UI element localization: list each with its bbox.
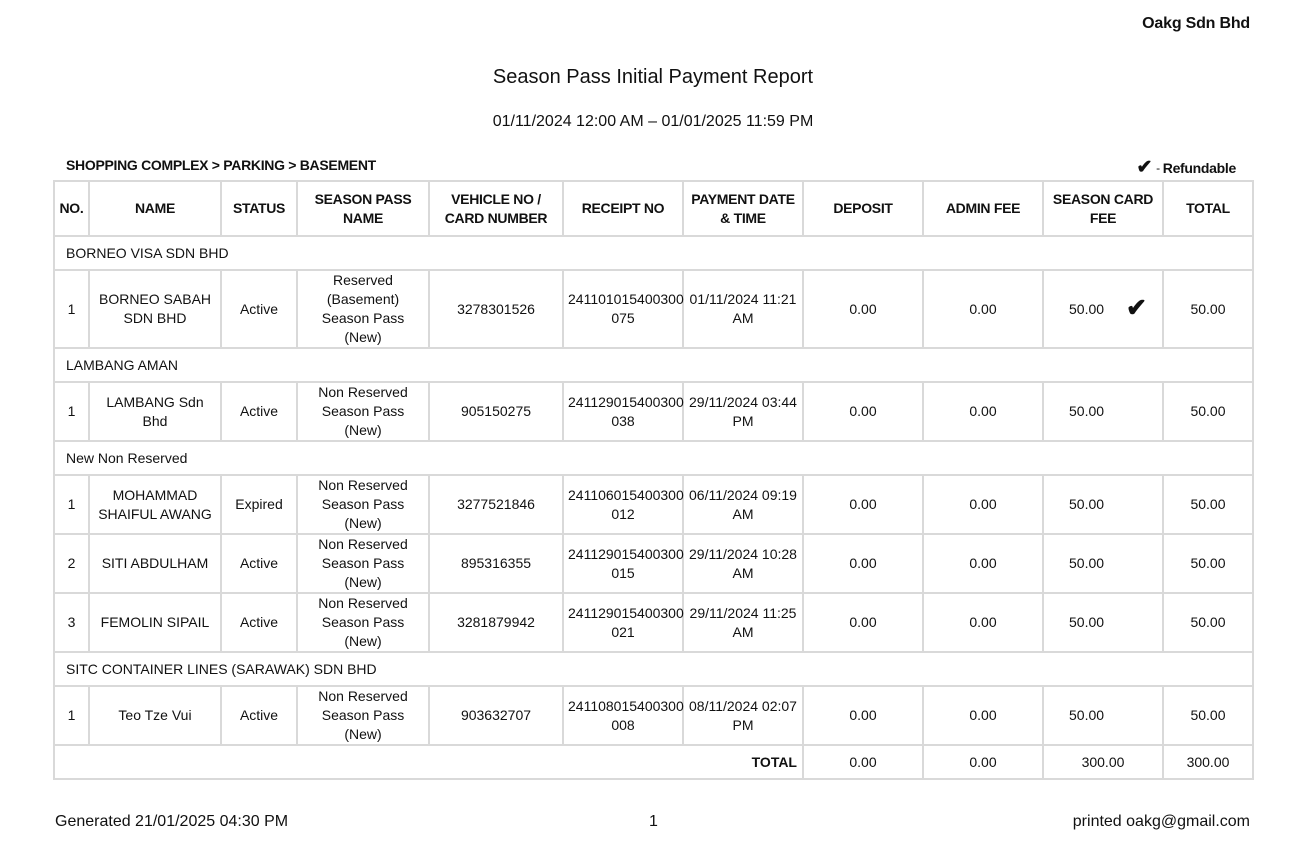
cell-season-card-fee xyxy=(1043,534,1163,593)
cell-name: MOHAMMAD SHAIFUL AWANG xyxy=(89,475,221,534)
table-header-row xyxy=(54,181,1253,236)
cell-status: Active xyxy=(221,382,297,441)
col-header-payment-datetime: PAYMENT DATE & TIME xyxy=(683,181,803,236)
table-row xyxy=(54,475,1253,534)
cell-name: LAMBANG Sdn Bhd xyxy=(89,382,221,441)
cell-name: BORNEO SABAH SDN BHD xyxy=(89,270,221,348)
cell-vehicle-no: 905150275 xyxy=(429,382,563,441)
cell-season-pass-name: Non Reserved Season Pass (New) xyxy=(297,686,429,745)
cell-vehicle-no: 3277521846 xyxy=(429,475,563,534)
cell-name: FEMOLIN SIPAIL xyxy=(89,593,221,652)
total-admin-fee: 0.00 xyxy=(923,745,1043,779)
location-breadcrumb: SHOPPING COMPLEX > PARKING > BASEMENT xyxy=(66,157,376,173)
cell-payment-datetime: 29/11/2024 11:25 AM xyxy=(683,593,803,652)
cell-status: Active xyxy=(221,593,297,652)
printed-by: printed oakg@gmail.com xyxy=(1072,813,1250,830)
cell-season-pass-name: Non Reserved Season Pass (New) xyxy=(297,593,429,652)
cell-payment-datetime: 29/11/2024 03:44 PM xyxy=(683,382,803,441)
company-name: Oakg Sdn Bhd xyxy=(1142,15,1250,32)
cell-total: 50.00 xyxy=(1163,270,1253,348)
col-header-name: NAME xyxy=(89,181,221,236)
col-header-status: STATUS xyxy=(221,181,297,236)
col-header-deposit: DEPOSIT xyxy=(803,181,923,236)
group-name: LAMBANG AMAN xyxy=(54,348,1253,382)
season-card-fee-value: 50.00 xyxy=(1069,496,1105,512)
cell-status: Active xyxy=(221,686,297,745)
cell-no: 1 xyxy=(54,686,89,745)
group-header-row xyxy=(54,348,1253,382)
col-header-no: NO. xyxy=(54,181,89,236)
cell-season-card-fee xyxy=(1043,270,1163,348)
report-title: Season Pass Initial Payment Report xyxy=(492,66,814,88)
cell-no: 1 xyxy=(54,475,89,534)
group-header-row xyxy=(54,441,1253,475)
table-row xyxy=(54,270,1253,348)
cell-receipt-no: 241101015400300 075 xyxy=(563,270,683,348)
cell-no: 1 xyxy=(54,270,89,348)
totals-row xyxy=(54,745,1253,779)
cell-season-pass-name: Non Reserved Season Pass (New) xyxy=(297,475,429,534)
cell-admin-fee: 0.00 xyxy=(923,270,1043,348)
cell-deposit: 0.00 xyxy=(803,270,923,348)
cell-payment-datetime: 29/11/2024 10:28 AM xyxy=(683,534,803,593)
check-icon: ✔ xyxy=(1136,157,1153,178)
cell-admin-fee: 0.00 xyxy=(923,686,1043,745)
group-header-row xyxy=(54,236,1253,270)
col-header-vehicle-no: VEHICLE NO / CARD NUMBER xyxy=(429,181,563,236)
table-row xyxy=(54,382,1253,441)
cell-season-pass-name: Non Reserved Season Pass (New) xyxy=(297,534,429,593)
cell-total: 50.00 xyxy=(1163,534,1253,593)
cell-payment-datetime: 08/11/2024 02:07 PM xyxy=(683,686,803,745)
season-card-fee-value: 50.00 xyxy=(1069,555,1105,571)
cell-status: Expired xyxy=(221,475,297,534)
total-season-card-fee: 300.00 xyxy=(1043,745,1163,779)
table-row xyxy=(54,686,1253,745)
col-header-receipt-no: RECEIPT NO xyxy=(563,181,683,236)
cell-season-card-fee xyxy=(1043,475,1163,534)
cell-vehicle-no: 3278301526 xyxy=(429,270,563,348)
check-icon: ✔ xyxy=(1126,294,1147,323)
cell-deposit: 0.00 xyxy=(803,534,923,593)
col-header-admin-fee: ADMIN FEE xyxy=(923,181,1043,236)
totals-label: TOTAL xyxy=(54,745,803,779)
generated-timestamp: Generated 21/01/2025 04:30 PM xyxy=(55,813,289,830)
cell-admin-fee: 0.00 xyxy=(923,382,1043,441)
cell-vehicle-no: 3281879942 xyxy=(429,593,563,652)
cell-vehicle-no: 895316355 xyxy=(429,534,563,593)
cell-no: 2 xyxy=(54,534,89,593)
cell-receipt-no: 241129015400300 015 xyxy=(563,534,683,593)
season-card-fee-value: 50.00 xyxy=(1069,403,1105,419)
cell-deposit: 0.00 xyxy=(803,593,923,652)
page-number: 1 xyxy=(649,813,658,830)
cell-total: 50.00 xyxy=(1163,686,1253,745)
cell-season-card-fee xyxy=(1043,382,1163,441)
group-header-row xyxy=(54,652,1253,686)
cell-name: Teo Tze Vui xyxy=(89,686,221,745)
cell-season-pass-name: Reserved (Basement) Season Pass (New) xyxy=(297,270,429,348)
cell-admin-fee: 0.00 xyxy=(923,593,1043,652)
season-card-fee-value: 50.00 xyxy=(1069,300,1105,317)
cell-receipt-no: 241129015400300 021 xyxy=(563,593,683,652)
grand-total: 300.00 xyxy=(1163,745,1253,779)
cell-total: 50.00 xyxy=(1163,382,1253,441)
col-header-season-card-fee: SEASON CARD FEE xyxy=(1043,181,1163,236)
col-header-total: TOTAL xyxy=(1163,181,1253,236)
cell-admin-fee: 0.00 xyxy=(923,475,1043,534)
cell-payment-datetime: 06/11/2024 09:19 AM xyxy=(683,475,803,534)
cell-total: 50.00 xyxy=(1163,593,1253,652)
cell-payment-datetime: 01/11/2024 11:21 AM xyxy=(683,270,803,348)
cell-vehicle-no: 903632707 xyxy=(429,686,563,745)
cell-season-card-fee xyxy=(1043,593,1163,652)
cell-no: 1 xyxy=(54,382,89,441)
total-deposit: 0.00 xyxy=(803,745,923,779)
cell-status: Active xyxy=(221,534,297,593)
season-card-fee-value: 50.00 xyxy=(1069,614,1105,630)
cell-deposit: 0.00 xyxy=(803,382,923,441)
cell-receipt-no: 241106015400300 012 xyxy=(563,475,683,534)
group-name: New Non Reserved xyxy=(54,441,1253,475)
cell-season-pass-name: Non Reserved Season Pass (New) xyxy=(297,382,429,441)
cell-deposit: 0.00 xyxy=(803,686,923,745)
cell-deposit: 0.00 xyxy=(803,475,923,534)
cell-no: 3 xyxy=(54,593,89,652)
cell-name: SITI ABDULHAM xyxy=(89,534,221,593)
cell-receipt-no: 241129015400300 038 xyxy=(563,382,683,441)
payment-report-table xyxy=(53,180,1254,780)
cell-status: Active xyxy=(221,270,297,348)
refundable-legend xyxy=(1136,156,1236,179)
group-name: BORNEO VISA SDN BHD xyxy=(54,236,1253,270)
group-name: SITC CONTAINER LINES (SARAWAK) SDN BHD xyxy=(54,652,1253,686)
report-date-range: 01/11/2024 12:00 AM – 01/01/2025 11:59 PM xyxy=(492,113,814,130)
legend-separator: - xyxy=(1156,160,1160,175)
cell-season-card-fee xyxy=(1043,686,1163,745)
season-card-fee-value: 50.00 xyxy=(1069,707,1105,723)
cell-receipt-no: 241108015400300 008 xyxy=(563,686,683,745)
legend-label: Refundable xyxy=(1162,159,1236,176)
table-row xyxy=(54,534,1253,593)
col-header-season-pass-name: SEASON PASS NAME xyxy=(297,181,429,236)
cell-total: 50.00 xyxy=(1163,475,1253,534)
table-row xyxy=(54,593,1253,652)
cell-admin-fee: 0.00 xyxy=(923,534,1043,593)
